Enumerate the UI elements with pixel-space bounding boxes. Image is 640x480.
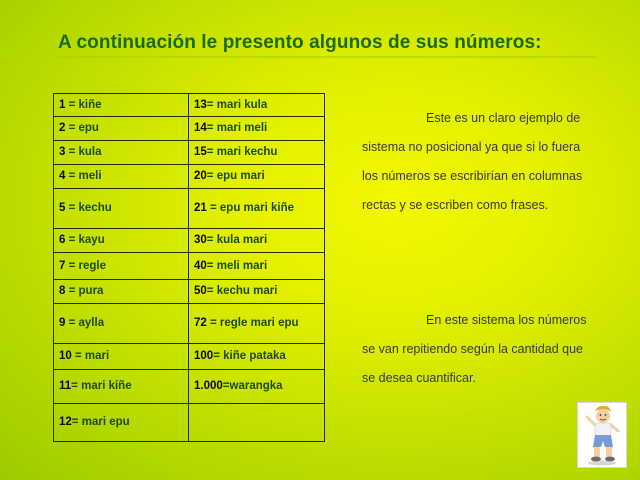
equals-sign: =: [206, 202, 220, 214]
mapudungun-word: epu mari: [216, 170, 265, 182]
number-cell-right: [189, 229, 325, 253]
number-digit: 13: [194, 98, 207, 111]
mapudungun-word: mari: [84, 350, 110, 362]
number-cell-left: [54, 141, 189, 165]
table-row: [54, 189, 325, 229]
mapudungun-word: kiñe pataka: [223, 350, 286, 362]
equals-sign: =: [213, 350, 224, 362]
table-row: [54, 94, 325, 117]
number-digit: 14: [194, 122, 207, 134]
mapudungun-word: meli mari: [216, 259, 268, 272]
equals-sign: =: [71, 350, 85, 362]
mapudungun-word: kayu: [78, 234, 105, 246]
table-row: [54, 141, 325, 165]
mapudungun-word: pura: [78, 285, 104, 297]
paragraph-1-text: Este es un claro ejemplo de sistema no posicional ya que si lo fuera los números se escribirían en columnas rectas y se escriben como frases.: [362, 111, 583, 212]
number-digit: 50: [194, 285, 207, 297]
number-digit: 21: [194, 202, 207, 214]
equals-sign: =: [65, 98, 79, 111]
number-digit: 1: [59, 98, 66, 111]
number-cell-right: [189, 370, 325, 404]
number-cell-right: [189, 117, 325, 141]
mapudungun-word: epu mari kiñe: [219, 202, 295, 214]
cartoon-boy-icon: [577, 402, 627, 468]
table-row: [54, 404, 325, 442]
table-row: [54, 370, 325, 404]
equals-sign: =: [206, 98, 217, 111]
equals-sign: =: [222, 380, 230, 392]
number-cell-right: [189, 404, 325, 442]
number-digit: 2: [59, 122, 66, 134]
mapudungun-word: mari kula: [216, 98, 268, 111]
number-cell-left: [54, 94, 189, 117]
mapudungun-word: warangka: [229, 380, 283, 392]
number-cell-left: [54, 189, 189, 229]
number-digit: 12: [59, 416, 72, 428]
mapudungun-word: regle: [78, 259, 107, 272]
mapudungun-word: kula: [78, 146, 102, 158]
number-cell-left: [54, 404, 189, 442]
equals-sign: =: [65, 146, 79, 158]
equals-sign: =: [206, 146, 217, 158]
number-cell-right: [189, 253, 325, 280]
number-cell-right: [189, 344, 325, 370]
paragraph-1: [362, 104, 598, 220]
number-digit: 20: [194, 170, 207, 182]
number-digit: 72: [194, 317, 207, 329]
number-cell-right: [189, 280, 325, 304]
mapudungun-word: kechu: [78, 202, 112, 214]
equals-sign: =: [206, 317, 220, 329]
number-cell-right: [189, 141, 325, 165]
equals-sign: =: [65, 285, 79, 297]
mapudungun-word: mari kechu: [216, 146, 278, 158]
number-digit: 10: [59, 350, 72, 362]
mapudungun-word: epu: [78, 122, 99, 134]
number-cell-left: [54, 304, 189, 344]
equals-sign: =: [65, 202, 79, 214]
number-digit: 6: [59, 234, 66, 246]
number-digit: 15: [194, 146, 207, 158]
number-cell-left: [54, 229, 189, 253]
mapudungun-word: mari kiñe: [81, 380, 132, 392]
equals-sign: =: [65, 317, 79, 329]
equals-sign: =: [206, 122, 217, 134]
number-digit: 9: [59, 317, 66, 329]
table-row: [54, 165, 325, 189]
equals-sign: =: [206, 285, 217, 297]
paragraph-2-text: En este sistema los números se van repitiendo según la cantidad que se desea cuantificar.: [362, 313, 587, 385]
table-row: [54, 229, 325, 253]
mapudungun-word: kula mari: [216, 234, 268, 246]
mapudungun-word: regle mari epu: [219, 317, 299, 329]
number-digit: 11: [59, 380, 72, 392]
mapudungun-word: mari epu: [81, 416, 130, 428]
numbers-table: [53, 93, 325, 442]
mapudungun-word: kechu mari: [216, 285, 278, 297]
mapudungun-word: meli: [78, 170, 102, 182]
number-cell-right: [189, 165, 325, 189]
title-underline: [58, 56, 596, 58]
table-row: [54, 304, 325, 344]
paragraph-2: [362, 306, 598, 393]
number-cell-left: [54, 344, 189, 370]
number-cell-left: [54, 370, 189, 404]
number-cell-left: [54, 253, 189, 280]
number-digit: 5: [59, 202, 66, 214]
equals-sign: =: [65, 234, 79, 246]
equals-sign: =: [206, 259, 217, 272]
table-row: [54, 253, 325, 280]
equals-sign: =: [71, 380, 82, 392]
equals-sign: =: [206, 234, 217, 246]
equals-sign: =: [65, 170, 79, 182]
page-title: A continuación le presento algunos de sus números:: [58, 32, 542, 53]
table-row: [54, 280, 325, 304]
mapudungun-word: kiñe: [78, 98, 102, 111]
number-cell-left: [54, 165, 189, 189]
number-digit: 7: [59, 259, 66, 272]
number-digit: 3: [59, 146, 66, 158]
table-row: [54, 117, 325, 141]
equals-sign: =: [206, 170, 217, 182]
number-cell-left: [54, 117, 189, 141]
number-digit: 1.000: [194, 380, 223, 392]
number-digit: 8: [59, 285, 66, 297]
number-cell-right: [189, 189, 325, 229]
number-digit: 40: [194, 259, 207, 272]
number-digit: 4: [59, 170, 66, 182]
number-digit: 30: [194, 234, 207, 246]
number-cell-right: [189, 304, 325, 344]
equals-sign: =: [65, 122, 79, 134]
mapudungun-word: mari meli: [216, 122, 268, 134]
number-digit: 100: [194, 350, 214, 362]
table-row: [54, 344, 325, 370]
mapudungun-word: aylla: [78, 317, 105, 329]
equals-sign: =: [71, 416, 82, 428]
number-cell-right: [189, 94, 325, 117]
number-cell-left: [54, 280, 189, 304]
equals-sign: =: [65, 259, 79, 272]
